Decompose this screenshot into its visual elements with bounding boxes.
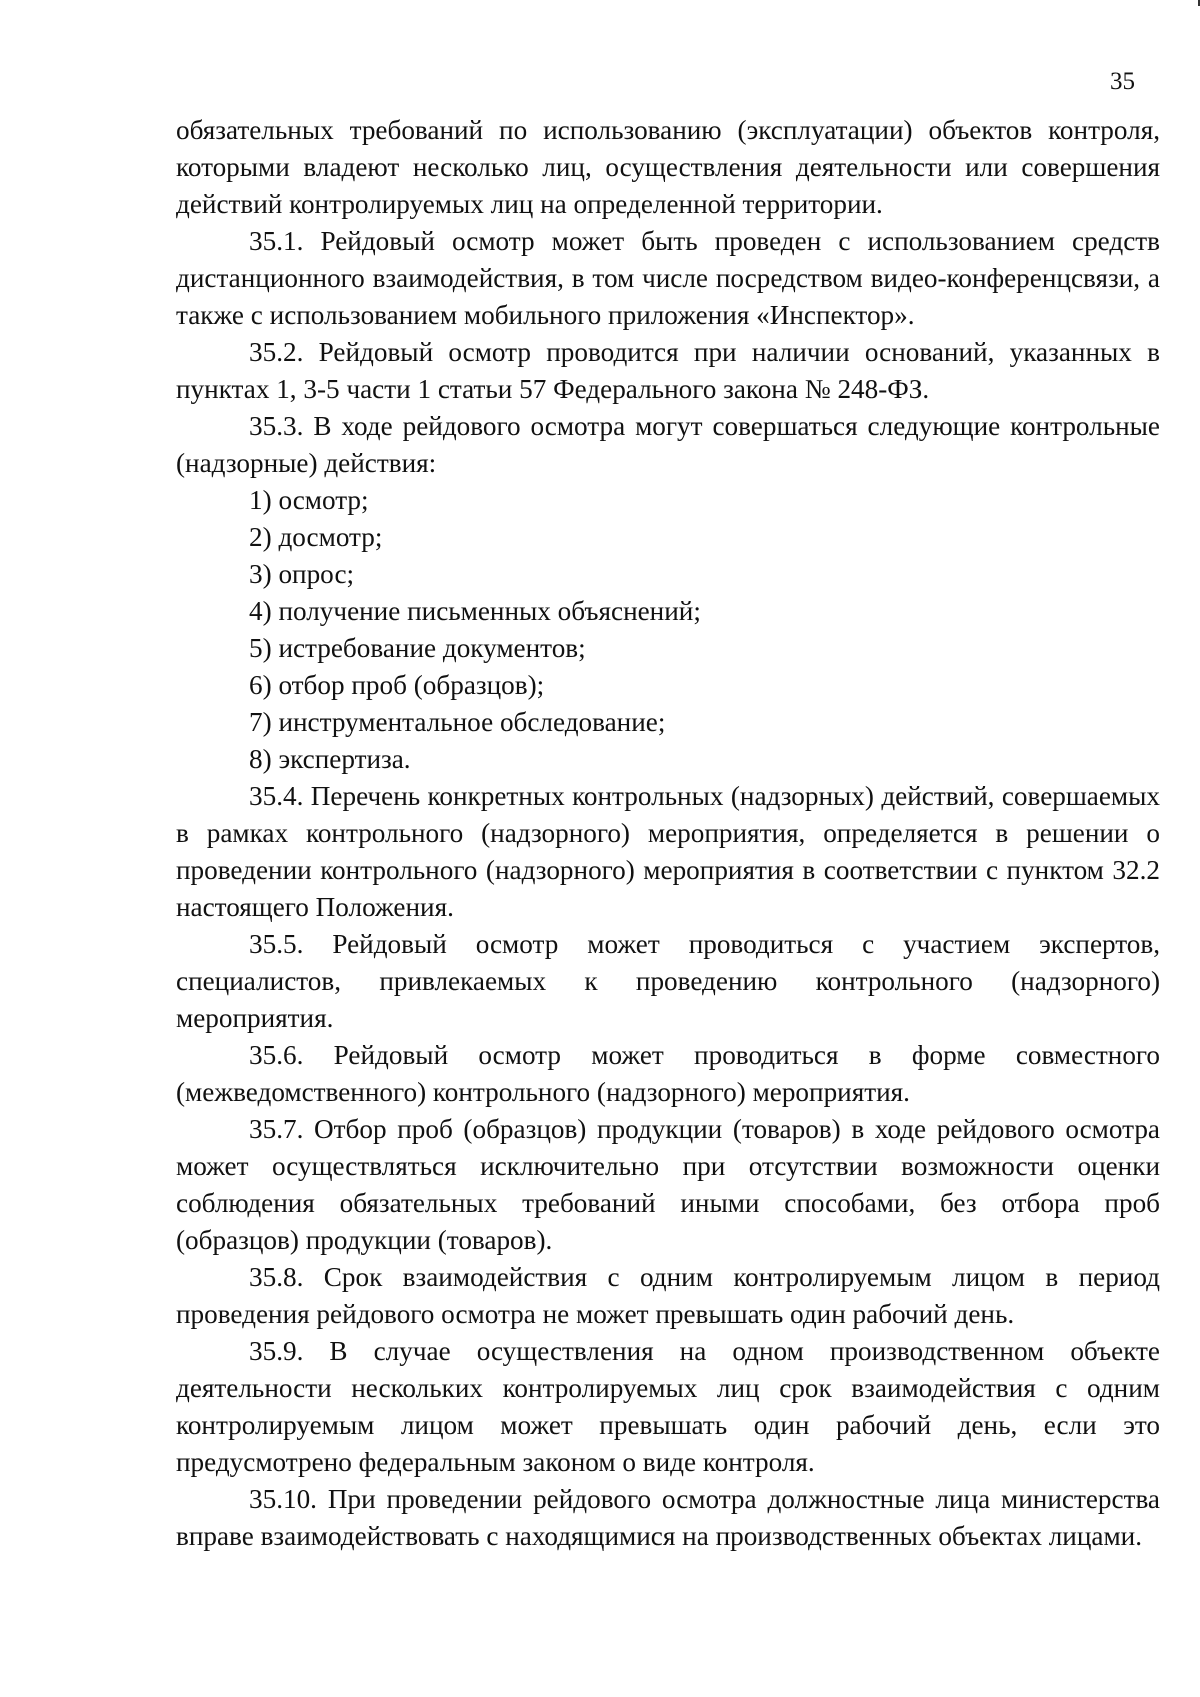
paragraph-35-9: 35.9. В случае осуществления на одном производственном объекте деятельности нескольких контролируемых лиц срок взаимодействия с одним контролируемым лицом может превышать один рабочий день, если это предусмотрено федеральным законом о виде контроля. [176, 1336, 1160, 1477]
list-item: 7) инструментальное обследование; [249, 707, 666, 737]
list-item: 5) истребование документов; [249, 633, 586, 663]
paragraph-35-7: 35.7. Отбор проб (образцов) продукции (товаров) в ходе рейдового осмотра может осуществляться исключительно при отсутствии возможности оценки соблюдения обязательных требований иными способами, без отбора проб (образцов) продукции (товаров). [176, 1114, 1160, 1255]
list-item: 8) экспертиза. [249, 744, 411, 774]
document-body [176, 112, 1160, 1555]
paragraph-35-6: 35.6. Рейдовый осмотр может проводиться в форме совместного (межведомственного) контрольного (надзорного) мероприятия. [176, 1040, 1160, 1107]
paragraph-35-8: 35.8. Срок взаимодействия с одним контролируемым лицом в период проведения рейдового осмотра не может превышать один рабочий день. [176, 1262, 1160, 1329]
actions-list [176, 482, 1160, 778]
paragraph-35-10: 35.10. При проведении рейдового осмотра должностные лица министерства вправе взаимодействовать с находящимися на производственных объектах лицами. [176, 1484, 1160, 1551]
paragraph-35-1: 35.1. Рейдовый осмотр может быть проведен с использованием средств дистанционного взаимодействия, в том числе посредством видео-конференцсвязи, а также с использованием мобильного приложения «Инспектор». [176, 226, 1160, 330]
paragraph-continuation: обязательных требований по использованию (эксплуатации) объектов контроля, которыми владеют несколько лиц, осуществления деятельности или совершения действий контролируемых лиц на определенной территории. [176, 115, 1160, 219]
list-item: 1) осмотр; [249, 485, 369, 515]
paragraph-35-2: 35.2. Рейдовый осмотр проводится при наличии оснований, указанных в пунктах 1, 3-5 части 1 статьи 57 Федерального закона № 248-ФЗ. [176, 337, 1160, 404]
paragraph-35-4: 35.4. Перечень конкретных контрольных (надзорных) действий, совершаемых в рамках контрольного (надзорного) мероприятия, определяется в решении о проведении контрольного (надзорного) мероприятия в соответствии с пунктом 32.2 настоящего Положения. [176, 781, 1160, 922]
list-item: 6) отбор проб (образцов); [249, 670, 545, 700]
page-number: 35 [1110, 68, 1135, 95]
paragraph-35-5: 35.5. Рейдовый осмотр может проводиться с участием экспертов, специалистов, привлекаемых к проведению контрольного (надзорного) мероприятия. [176, 929, 1160, 1033]
list-item: 4) получение письменных объяснений; [249, 596, 701, 626]
list-item: 2) досмотр; [249, 522, 383, 552]
paragraph-35-3: 35.3. В ходе рейдового осмотра могут совершаться следующие контрольные (надзорные) действия: [176, 411, 1160, 478]
list-item: 3) опрос; [249, 559, 355, 589]
